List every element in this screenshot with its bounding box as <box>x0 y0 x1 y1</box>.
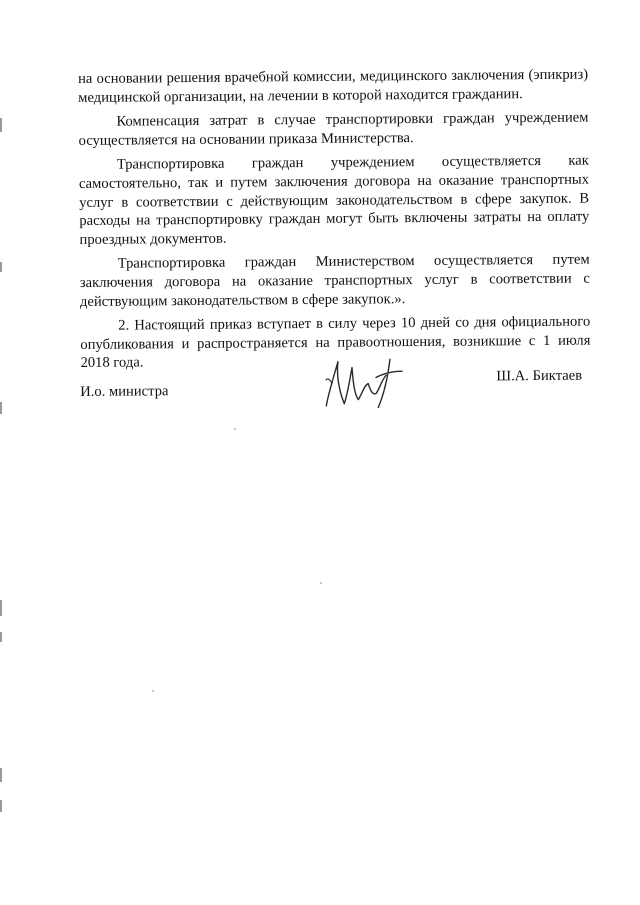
paragraph-compensation: Компенсация затрат в случае транспортировки граждан учреждением осуществляется на основании приказа Министерства. <box>78 109 589 149</box>
scan-edge-mark <box>0 800 2 812</box>
signatory-name: Ш.А. Биктаев <box>496 367 583 385</box>
scan-speck <box>152 690 154 692</box>
scan-edge-mark <box>0 262 2 272</box>
scan-edge-mark <box>0 402 2 414</box>
handwritten-signature <box>318 353 409 412</box>
signatory-position: И.о. министра <box>80 383 169 400</box>
scan-edge-mark <box>0 600 2 616</box>
scan-speck <box>234 428 236 430</box>
scan-edge-mark <box>0 118 2 132</box>
paragraph-transport-institution: Транспортировка граждан учреждением осуществляется как самостоятельно, так и путем заключения договора на оказание транспортных услуг в соответствии с действующим законодательством в сфере закупок. В расходы на транспортировку граждан могут быть включены затраты на оплату проездных документов. <box>78 152 590 248</box>
scan-edge-mark <box>0 632 2 642</box>
scan-edge-mark <box>0 768 2 782</box>
paragraph-continuation: на основании решения врачебной комиссии, медицинского заключения (эпикриз) медицинской организации, на лечении в которой находится гражданин. <box>78 66 589 106</box>
scan-speck <box>320 582 322 584</box>
paragraph-effective-date: 2. Настоящий приказ вступает в силу через 10 дней со дня официального опубликования и распространяется на правоотношения, возникшие с 1 июля 2018 года. <box>80 313 591 372</box>
paragraph-transport-ministry: Транспортировка граждан Министерством осуществляется путем заключения договора на оказание транспортных услуг в соответствии с действующим законодательством в сфере закупок.». <box>79 251 590 310</box>
signature-block <box>78 366 588 420</box>
document-body <box>78 66 591 373</box>
